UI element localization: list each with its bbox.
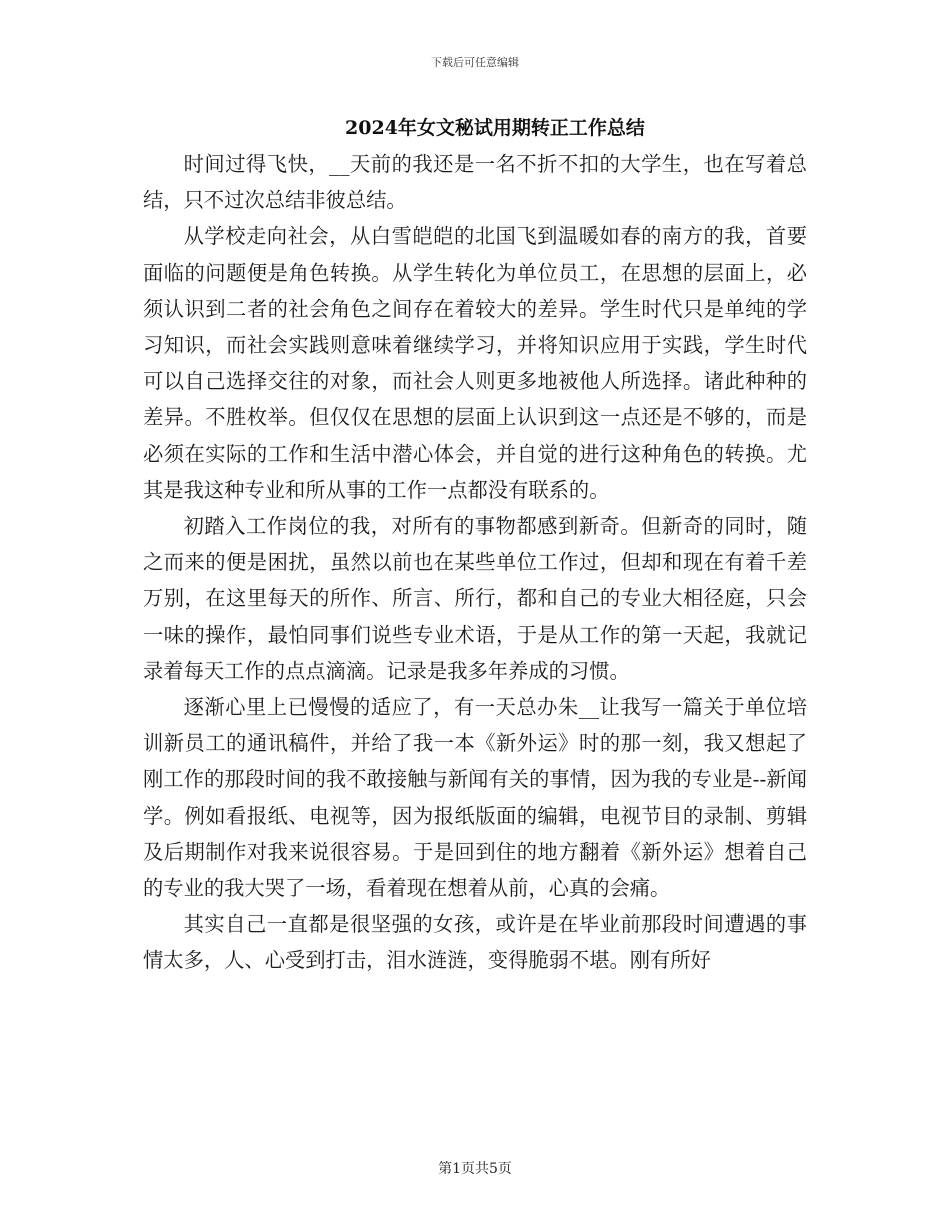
paragraph: 初踏入工作岗位的我，对所有的事物都感到新奇。但新奇的同时，随之而来的便是困扰，虽然以前也在某些单位工作过，但却和现在有着千差万别，在这里每天的所作、所言、所行，都和自己的专业大相径庭，只会一味的操作，最怕同事们说些专业术语，于是从工作的第一天起，我就记录着每天工作的点点滴滴。记录是我多年养成的习惯。 bbox=[143, 514, 807, 683]
paragraph: 时间过得飞快，__天前的我还是一名不折不扣的大学生，也在写着总结，只不过次总结非彼总结。 bbox=[143, 152, 807, 213]
page-footer: 第1页共5页 bbox=[438, 1161, 512, 1177]
paragraph: 从学校走向社会，从白雪皑皑的北国飞到温暖如春的南方的我，首要面临的问题便是角色转换。从学生转化为单位员工，在思想的层面上，必须认识到二者的社会角色之间存在着较大的差异。学生时代只是单纯的学习知识，而社会实践则意味着继续学习，并将知识应用于实践，学生时代可以自己选择交往的对象，而社会人则更多地被他人所选择。诸此种种的差异。不胜枚举。但仅仅在思想的层面上认识到这一点还是不够的，而是必须在实际的工作和生活中潜心体会，并自觉的进行这种角色的转换。尤其是我这种专业和所从事的工作一点都没有联系的。 bbox=[143, 224, 807, 502]
paragraph: 其实自己一直都是很坚强的女孩，或许是在毕业前那段时间遭遇的事情太多，人、心受到打击，泪水涟涟，变得脆弱不堪。刚有所好 bbox=[143, 912, 807, 973]
page-header: 下载后可任意编辑 bbox=[431, 56, 519, 69]
paragraph: 逐渐心里上已慢慢的适应了，有一天总办朱__让我写一篇关于单位培训新员工的通讯稿件，并给了我一本《新外运》时的那一刻，我又想起了刚工作的那段时间的我不敢接触与新闻有关的事情，因为我的专业是--新闻学。例如看报纸、电视等，因为报纸版面的编辑，电视节目的录制、剪辑及后期制作对我来说很容易。于是回到住的地方翻着《新外运》想着自己的专业的我大哭了一场，看着现在想着从前，心真的会痛。 bbox=[143, 695, 807, 901]
document-body bbox=[143, 146, 807, 979]
document-title: 2024年女文秘试用期转正工作总结 bbox=[345, 117, 645, 139]
